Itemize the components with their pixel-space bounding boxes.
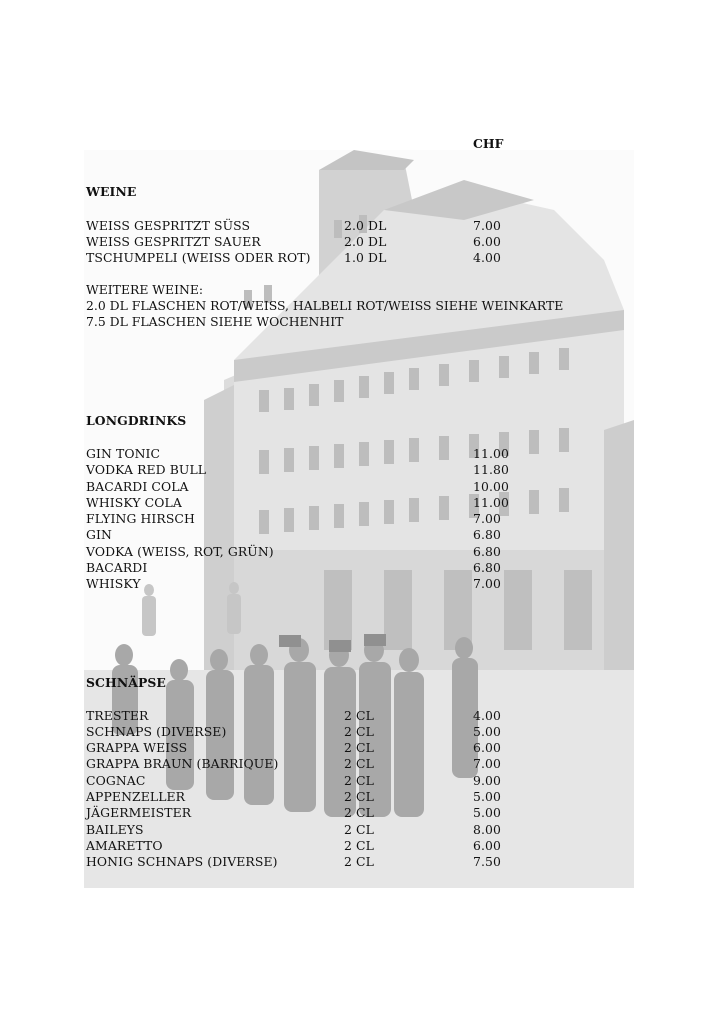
item-quantity: 2.0 DL bbox=[344, 234, 387, 249]
item-price: 8.00 bbox=[473, 822, 501, 837]
more-wines-line: 7.5 DL FLASCHEN SIEHE WOCHENHIT bbox=[86, 314, 344, 329]
item-name: SCHNAPS (DIVERSE) bbox=[86, 724, 227, 739]
item-quantity: 2 CL bbox=[344, 740, 374, 755]
menu-item bbox=[86, 218, 501, 234]
item-price: 11.00 bbox=[473, 446, 509, 461]
menu-item bbox=[86, 854, 501, 870]
item-name: GIN bbox=[86, 527, 112, 542]
item-name: TRESTER bbox=[86, 708, 149, 723]
item-name: GRAPPA WEISS bbox=[86, 740, 188, 755]
item-price: 6.80 bbox=[473, 560, 501, 575]
menu-item bbox=[86, 838, 501, 854]
item-name: BACARDI bbox=[86, 560, 148, 575]
item-quantity: 2 CL bbox=[344, 708, 374, 723]
item-name: TSCHUMPELI (WEISS ODER ROT) bbox=[86, 250, 311, 265]
item-price: 10.00 bbox=[473, 479, 509, 494]
item-quantity: 2 CL bbox=[344, 854, 374, 869]
section-title-longdrinks: LONGDRINKS bbox=[86, 413, 187, 428]
section-title-weine: WEINE bbox=[86, 184, 137, 199]
menu-item bbox=[86, 822, 501, 838]
item-name: HONIG SCHNAPS (DIVERSE) bbox=[86, 854, 278, 869]
item-name: COGNAC bbox=[86, 773, 146, 788]
more-wines-title: WEITERE WEINE: bbox=[86, 282, 204, 297]
item-price: 11.00 bbox=[473, 495, 509, 510]
menu-item bbox=[86, 708, 501, 724]
item-quantity: 2 CL bbox=[344, 789, 374, 804]
item-quantity: 1.0 DL bbox=[344, 250, 387, 265]
menu-item bbox=[86, 560, 501, 576]
item-quantity: 2 CL bbox=[344, 724, 374, 739]
item-price: 7.00 bbox=[473, 511, 501, 526]
item-quantity: 2 CL bbox=[344, 805, 374, 820]
item-name: AMARETTO bbox=[86, 838, 163, 853]
item-name: GIN TONIC bbox=[86, 446, 161, 461]
item-name: GRAPPA BRAUN (BARRIQUE) bbox=[86, 756, 279, 771]
item-price: 7.00 bbox=[473, 576, 501, 591]
item-price: 6.80 bbox=[473, 527, 501, 542]
item-price: 7.00 bbox=[473, 756, 501, 771]
item-price: 6.00 bbox=[473, 838, 501, 853]
menu-item bbox=[86, 544, 501, 560]
item-quantity: 2 CL bbox=[344, 822, 374, 837]
item-price: 4.00 bbox=[473, 250, 501, 265]
item-price: 5.00 bbox=[473, 805, 501, 820]
item-name: VODKA (WEISS, ROT, GRÜN) bbox=[86, 544, 274, 559]
item-name: WHISKY bbox=[86, 576, 141, 591]
item-name: WEISS GESPRITZT SÜSS bbox=[86, 218, 251, 233]
item-price: 4.00 bbox=[473, 708, 501, 723]
menu-item bbox=[86, 756, 501, 772]
menu-item bbox=[86, 479, 509, 495]
item-price: 11.80 bbox=[473, 462, 509, 477]
menu-item bbox=[86, 805, 501, 821]
item-name: WHISKY COLA bbox=[86, 495, 182, 510]
item-name: APPENZELLER bbox=[86, 789, 186, 804]
item-price: 9.00 bbox=[473, 773, 501, 788]
item-quantity: 2 CL bbox=[344, 756, 374, 771]
item-price: 6.00 bbox=[473, 234, 501, 249]
item-name: JÄGERMEISTER bbox=[86, 805, 192, 820]
menu-item bbox=[86, 234, 501, 250]
item-price: 7.00 bbox=[473, 218, 501, 233]
item-price: 5.00 bbox=[473, 724, 501, 739]
section-title-schnaepse: SCHNÄPSE bbox=[86, 675, 166, 690]
menu-item bbox=[86, 527, 501, 543]
item-quantity: 2.0 DL bbox=[344, 218, 387, 233]
menu-item bbox=[86, 495, 509, 511]
item-quantity: 2 CL bbox=[344, 838, 374, 853]
item-price: 5.00 bbox=[473, 789, 501, 804]
menu-item bbox=[86, 773, 501, 789]
menu-item bbox=[86, 462, 509, 478]
item-quantity: 2 CL bbox=[344, 773, 374, 788]
item-name: BAILEYS bbox=[86, 822, 144, 837]
item-name: VODKA RED BULL bbox=[86, 462, 207, 477]
item-price: 7.50 bbox=[473, 854, 501, 869]
menu-item bbox=[86, 511, 501, 527]
item-name: WEISS GESPRITZT SAUER bbox=[86, 234, 261, 249]
menu-item bbox=[86, 250, 501, 266]
menu-item bbox=[86, 789, 501, 805]
item-price: 6.80 bbox=[473, 544, 501, 559]
more-wines-line: 2.0 DL FLASCHEN ROT/WEISS, HALBELI ROT/WEISS SIEHE WEINKARTE bbox=[86, 298, 564, 313]
currency-header: CHF bbox=[473, 136, 504, 151]
item-price: 6.00 bbox=[473, 740, 501, 755]
menu-item bbox=[86, 740, 501, 756]
item-name: FLYING HIRSCH bbox=[86, 511, 195, 526]
menu-item bbox=[86, 576, 501, 592]
item-name: BACARDI COLA bbox=[86, 479, 189, 494]
menu-item bbox=[86, 446, 509, 462]
menu-item bbox=[86, 724, 501, 740]
